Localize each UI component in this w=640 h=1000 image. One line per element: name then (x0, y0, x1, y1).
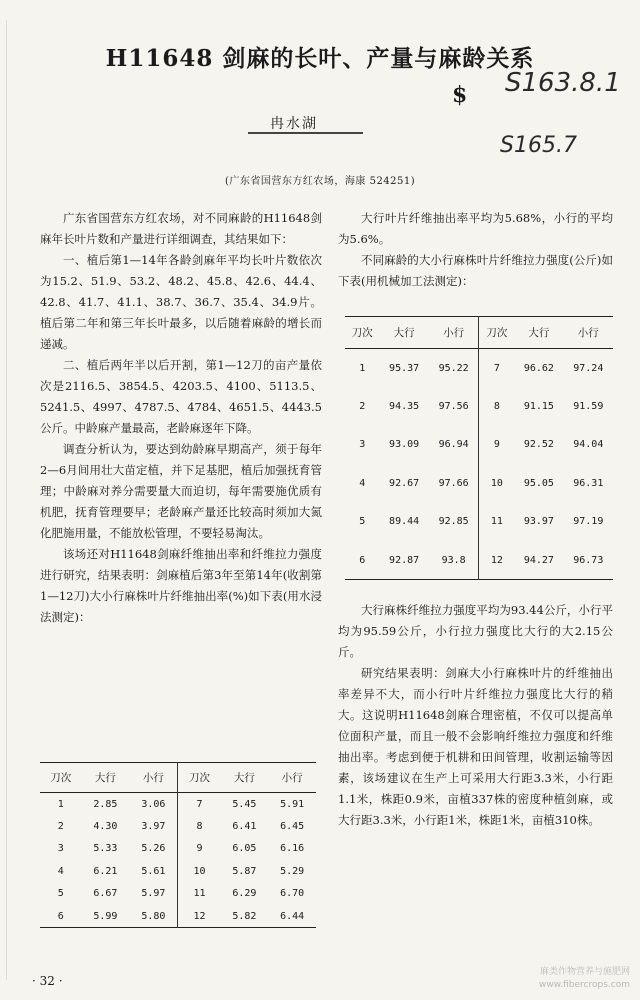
table-row (40, 838, 316, 861)
table-cell: 6.70 (280, 888, 305, 900)
handwritten-classification-1: S163.8.1 (505, 68, 621, 98)
paragraph: 研究结果表明：剑麻大小行麻株叶片的纤维抽出率差异不大，而小行叶片纤维拉力强度比大行的稍大。这说明H11648剑麻合理密植，不仅可以提高单位面积产量，而且一般不会影响纤维拉力强度和纤维抽出率。考虑到便于机耕和田间管理，收割运输等因素，该场建议在生产上可采用大行距3.3米，小行距1.1米，株距0.9米，亩植337株的密度种植剑麻，或大行距3.3米，小行距1米，株距1米，亩植310株。 (338, 666, 613, 827)
table-cell: 2 (57, 820, 64, 832)
table-cell: 9 (178, 838, 221, 861)
table-cell: 11 (479, 503, 514, 542)
table-cell: 6.29 (232, 888, 257, 900)
column-header: 小行 (577, 327, 599, 339)
table-cell: 5.99 (93, 910, 118, 922)
table-cell: 96.73 (573, 554, 604, 566)
column-header: 小行 (142, 772, 164, 784)
table-cell: 93.97 (523, 516, 554, 528)
fiber-extraction-table (40, 762, 316, 928)
table-cell: 5.29 (280, 865, 305, 877)
table-cell: 10 (479, 464, 514, 503)
handwritten-mark: $ (452, 82, 468, 108)
paragraph: 调查分析认为，要达到幼龄麻早期高产，须于每年2—6月间用壮大苗定植，并下足基肥，植后加强抚育管理；中龄麻对养分需要量大而迫切，每年需要施优质有机肥，抚育管理要早；老龄麻产量还比较高时须加大氮化肥施用量，不能放松管理，不要轻易淘汰。 (40, 442, 322, 540)
table-cell: 5.82 (232, 910, 257, 922)
column-header: 大行 (233, 772, 255, 784)
table-row (40, 883, 316, 906)
table-cell: 5.87 (232, 865, 257, 877)
paragraph: 不同麻龄的大小行麻株叶片纤维拉力强度(公斤)如下表(用机械加工法测定)： (338, 253, 613, 288)
table-cell: 5 (57, 888, 64, 900)
table-header-row (40, 763, 316, 793)
table-cell: 95.22 (438, 362, 469, 374)
table-cell: 5.97 (141, 888, 166, 900)
table-cell: 9 (479, 426, 514, 465)
table-cell: 3 (57, 843, 64, 855)
table-row (40, 905, 316, 928)
table-row (40, 860, 316, 883)
paragraph: 广东省国营东方红农场，对不同麻龄的H11648剑麻年长叶片数和产量进行详细调查，其结果如下： (40, 211, 322, 246)
table-cell: 5 (359, 516, 366, 528)
table-cell: 97.24 (573, 362, 604, 374)
article-title: H11648 剑麻的长叶、产量与麻龄关系 (105, 45, 535, 72)
table-cell: 89.44 (389, 516, 420, 528)
table-cell: 93.09 (389, 439, 420, 451)
table-cell: 5.33 (93, 843, 118, 855)
table-cell: 3 (359, 439, 366, 451)
table-cell: 91.59 (573, 400, 604, 412)
watermark-line: www.fibercrops.com (539, 980, 630, 990)
table-cell: 8 (178, 815, 221, 838)
author-affiliation: (广东省国营东方红农场，海康 524251) (225, 176, 416, 187)
right-column-text-top (338, 208, 613, 292)
table-cell: 7 (479, 349, 514, 388)
paragraph: 二、植后两年半以后开割，第1—12刀的亩产量依次是2116.5、3854.5、4203.5、4100、5113.5、5241.5、4997、4787.5、4784、4651.5、4443.5公斤。中龄麻产量最高，老龄麻逐年下降。 (40, 358, 322, 435)
table-cell: 96.62 (523, 362, 554, 374)
table-cell: 4.30 (93, 820, 118, 832)
table-cell: 1 (57, 798, 64, 810)
table-cell: 5.26 (141, 843, 166, 855)
column-header: 大行 (94, 772, 116, 784)
table-cell: 92.85 (438, 516, 469, 528)
column-header: 刀次 (50, 772, 72, 784)
right-column-text-bottom (338, 600, 613, 831)
table-cell: 93.8 (441, 554, 466, 566)
table-cell: 6.21 (93, 865, 118, 877)
table-cell: 6.67 (93, 888, 118, 900)
column-header: 大行 (393, 327, 415, 339)
table-cell: 1 (359, 362, 366, 374)
table-cell: 97.19 (573, 516, 604, 528)
table-cell: 6.44 (280, 910, 305, 922)
column-header: 刀次 (479, 317, 514, 349)
author-underline (248, 132, 363, 134)
table-cell: 7 (178, 793, 221, 816)
table-cell: 3.97 (141, 820, 166, 832)
paragraph: 大行叶片纤维抽出率平均为5.68%，小行的平均为5.6%。 (338, 211, 613, 246)
column-header: 小行 (443, 327, 465, 339)
paragraph: 一、植后第1—14年各龄剑麻年平均长叶片数依次为15.2、51.9、53.2、48.2、45.8、42.6、44.4、42.8、41.7、41.1、38.7、36.7、35.4、34.9片。植后第二年和第三年长叶最多，以后随着麻龄的增长而递减。 (40, 253, 322, 351)
table-cell: 6 (359, 554, 366, 566)
column-header: 刀次 (351, 327, 373, 339)
table-cell: 11 (178, 883, 221, 906)
table-cell: 8 (479, 387, 514, 426)
table-cell: 94.35 (389, 400, 420, 412)
table-cell: 97.66 (438, 477, 469, 489)
table-cell: 5.45 (232, 798, 257, 810)
paragraph: 该场还对H11648剑麻纤维抽出率和纤维拉力强度进行研究，结果表明：剑麻植后第3年至第14年(收割第1—12刀)大小行麻株叶片纤维抽出率(%)如下表(用水浸法测定)： (40, 547, 322, 624)
handwritten-classification-2: S165.7 (500, 133, 577, 158)
table-cell: 94.04 (573, 439, 604, 451)
table-cell: 6.45 (280, 820, 305, 832)
table-cell: 3.06 (141, 798, 166, 810)
table-cell: 97.56 (438, 400, 469, 412)
table-cell: 6.16 (280, 843, 305, 855)
table-cell: 92.52 (523, 439, 554, 451)
table-cell: 95.05 (523, 477, 554, 489)
table-cell: 92.87 (389, 554, 420, 566)
table-cell: 6 (57, 910, 64, 922)
table-cell: 95.37 (389, 362, 420, 374)
table-row (40, 793, 316, 816)
table-cell: 94.27 (523, 554, 554, 566)
table-cell: 12 (178, 905, 221, 928)
table-row (345, 464, 613, 503)
table-cell: 4 (359, 477, 366, 489)
table-cell: 12 (479, 541, 514, 580)
site-watermark (539, 966, 630, 992)
column-header: 刀次 (178, 763, 221, 793)
table-row (345, 426, 613, 465)
table-cell: 5.61 (141, 865, 166, 877)
table-row (345, 387, 613, 426)
table-row (345, 349, 613, 388)
watermark-line: 麻类作物营养与施肥网 (539, 967, 630, 977)
table-cell: 91.15 (523, 400, 554, 412)
table-cell: 2 (359, 400, 366, 412)
paragraph: 大行麻株纤维拉力强度平均为93.44公斤，小行平均为95.59公斤，小行拉力强度比大行的大2.15公斤。 (338, 603, 613, 659)
table-cell: 5.91 (280, 798, 305, 810)
table-row (345, 541, 613, 580)
table-cell: 6.05 (232, 843, 257, 855)
table-cell: 92.67 (389, 477, 420, 489)
table-cell: 5.80 (141, 910, 166, 922)
table-cell: 4 (57, 865, 64, 877)
table-row (40, 815, 316, 838)
fiber-tensile-strength-table (345, 316, 613, 580)
table-cell: 96.31 (573, 477, 604, 489)
table-cell: 10 (178, 860, 221, 883)
author-name: 冉水湖 (270, 116, 318, 132)
column-header: 大行 (528, 327, 550, 339)
table-row (345, 503, 613, 542)
table-cell: 96.94 (438, 439, 469, 451)
page-number: · 32 · (32, 974, 63, 988)
column-header: 小行 (281, 772, 303, 784)
table-header-row (345, 317, 613, 349)
left-column-text (40, 208, 322, 628)
scan-edge-line (6, 20, 7, 980)
table-cell: 2.85 (93, 798, 118, 810)
table-cell: 6.41 (232, 820, 257, 832)
